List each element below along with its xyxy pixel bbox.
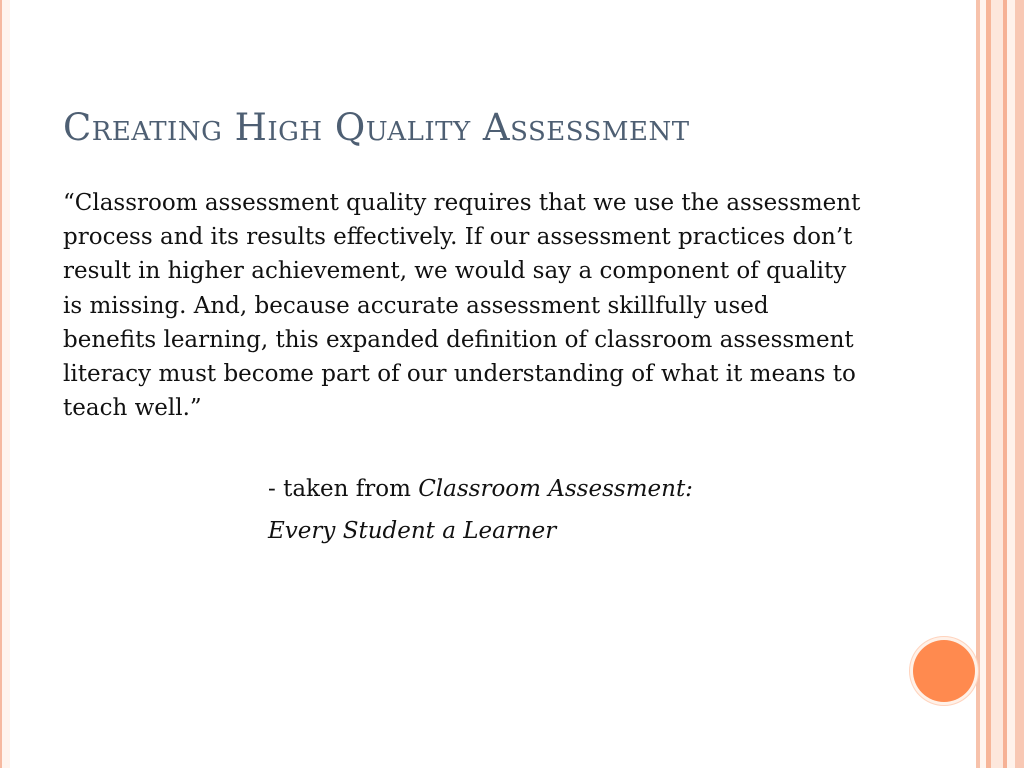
stripe xyxy=(991,0,1003,768)
attribution-line-2 xyxy=(268,510,693,552)
left-border-decoration xyxy=(0,0,10,768)
slide-title: Creating High Quality Assessment xyxy=(63,106,690,149)
accent-dot-decoration xyxy=(913,640,975,702)
right-stripe-decoration xyxy=(976,0,1024,768)
stripe xyxy=(1007,0,1015,768)
source-title-part-1: Classroom Assessment: xyxy=(418,476,693,502)
quote-text: “Classroom assessment quality requires that we use the assessment process and its results effectively. If our assessment practices don’t result in higher achievement, we would say a component of quality is missing. And, because accurate assessment skillfully used benefits learning, this expanded definition of classroom assessment literacy must become part of our understanding of what it means to teach well.” xyxy=(63,190,861,422)
stripe xyxy=(1015,0,1024,768)
source-title-part-2: Every Student a Learner xyxy=(268,518,557,544)
attribution-line-1 xyxy=(268,468,693,510)
attribution xyxy=(268,468,693,552)
attribution-prefix: - taken from xyxy=(268,476,419,502)
